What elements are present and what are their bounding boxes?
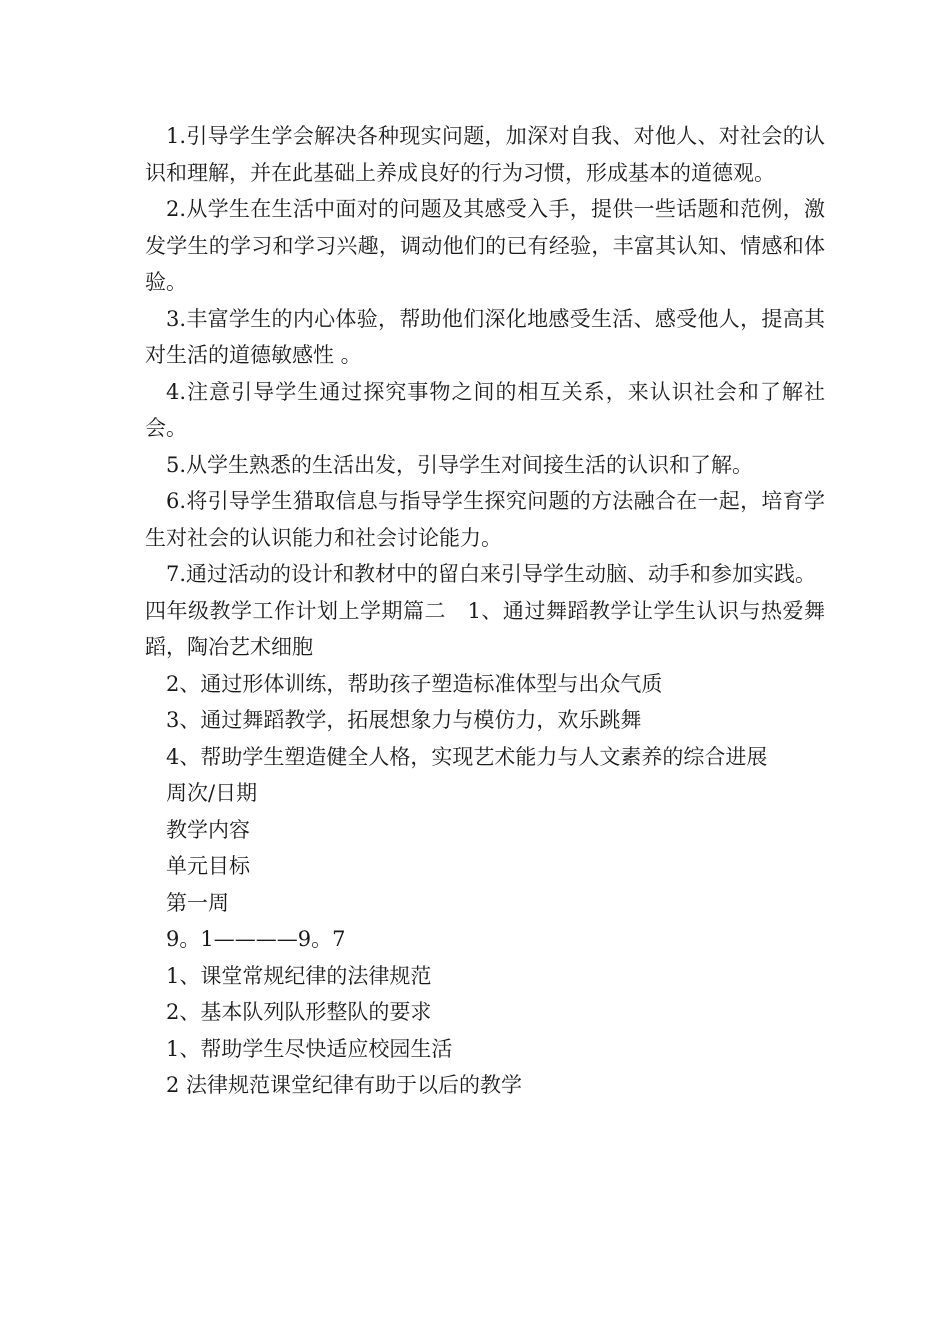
table-week-label: 第一周 xyxy=(166,890,229,915)
paragraph-5: 5.从学生熟悉的生活出发，引导学生对间接生活的认识和了解。 xyxy=(166,452,754,477)
table-content-2: 2、基本队列队形整队的要求 xyxy=(166,1000,432,1024)
section-two-item-4: 4、帮助学生塑造健全人格，实现艺术能力与人文素养的综合进展 xyxy=(166,744,768,769)
paragraph-4: 4.注意引导学生通过探究事物之间的相互关系，来认识社会和了解社会。 xyxy=(145,379,825,440)
paragraph-7: 7.通过活动的设计和教材中的留白来引导学生动脑、动手和参加实践。 xyxy=(166,562,817,586)
table-content-1: 1、课堂常规纪律的法律规范 xyxy=(166,963,432,988)
table-header-content: 教学内容 xyxy=(166,817,250,842)
document-body xyxy=(145,118,825,1104)
table-goal-1: 1、帮助学生尽快适应校园生活 xyxy=(166,1036,453,1061)
paragraph-6: 6.将引导学生猎取信息与指导学生探究问题的方法融合在一起，培育学生对社会的认识能力和社会讨论能力。 xyxy=(145,489,825,550)
paragraph-2: 2.从学生在生活中面对的问题及其感受入手，提供一些话题和范例，激发学生的学习和学习兴趣，调动他们的已有经验，丰富其认知、情感和体验。 xyxy=(145,197,825,294)
table-header-goal: 单元目标 xyxy=(166,854,250,878)
section-two-item-3: 3、通过舞蹈教学，拓展想象力与模仿力，欢乐跳舞 xyxy=(166,708,642,732)
table-header-week: 周次/日期 xyxy=(166,781,258,805)
paragraph-1: 1.引导学生学会解决各种现实问题，加深对自我、对他人、对社会的认识和理解，并在此基础上养成良好的行为习惯，形成基本的道德观。 xyxy=(145,124,825,185)
paragraph-3: 3.丰富学生的内心体验，帮助他们深化地感受生活、感受他人，提高其对生活的道德敏感性 。 xyxy=(145,306,825,367)
table-goal-2: 2 法律规范课堂纪律有助于以后的教学 xyxy=(166,1073,523,1097)
section-two-item-2: 2、通过形体训练，帮助孩子塑造标准体型与出众气质 xyxy=(166,671,663,696)
section-two-heading: 四年级教学工作计划上学期篇二 1、通过舞蹈教学让学生认识与热爱舞蹈，陶冶艺术细胞 xyxy=(145,598,825,659)
table-week-dates: 9。1————9。7 xyxy=(166,927,346,951)
